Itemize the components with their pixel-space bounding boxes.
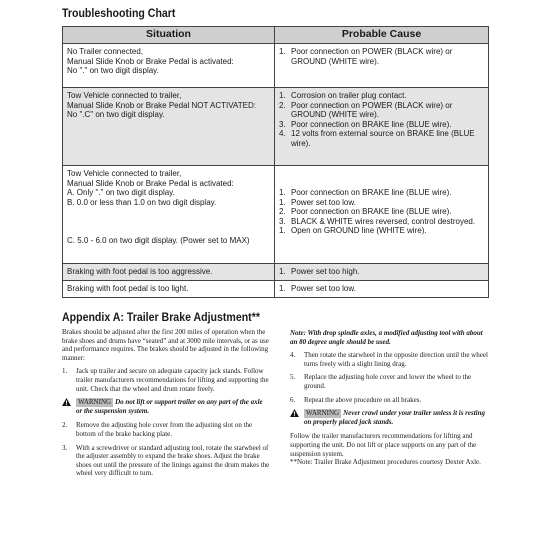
cause-cell: [275, 264, 489, 281]
table-row: [63, 166, 489, 264]
table-row: [63, 264, 489, 281]
cause-item: 1. Power set too low.: [279, 284, 356, 293]
cause-item: 3. Poor connection on BRAKE line (BLUE wire).: [279, 119, 452, 129]
situation-line: Manual Slide Knob or Brake Pedal NOT ACTIVATED:: [67, 100, 256, 110]
cause-item: 1. Poor connection on BRAKE line (BLUE wire).: [279, 188, 452, 197]
situation-line: Tow Vehicle connected to trailer,: [67, 169, 182, 178]
table-row: [63, 88, 489, 166]
warning-tag: WARNING: [306, 409, 340, 418]
situation-line: Manual Slide Knob or Brake Pedal is activated:: [67, 178, 234, 188]
step-item: 1. Jack up trailer and secure on adequate capacity jack stands. Follow trailer manufacturers recommendations for lifting and supporting the unit. Check that the wheel and drum rotate freely.: [62, 367, 269, 393]
step-item: 3. With a screwdriver or standard adjusting tool, rotate the starwheel of the adjuster assembly to expand the brake shoes. Adjust the brake shoes out until the pressure of the linings against the drum makes the wheel very difficult to turn.: [62, 443, 270, 478]
situation-line: No Trailer connected,: [67, 47, 144, 56]
cause-item: 1. Poor connection on POWER (BLACK wire) or GROUND (WHITE wire).: [279, 47, 453, 66]
cause-item: 2. Poor connection on POWER (BLACK wire) or GROUND (WHITE wire).: [279, 100, 453, 119]
closing-paragraph: Follow the trailer manufacturers recommendations for lifting and supporting the unit. Do not lift or place supports on any part of the suspension system.: [290, 432, 477, 458]
warning-icon: [290, 409, 299, 417]
appendix-title: Appendix A: Trailer Brake Adjustment**: [62, 312, 260, 324]
cause-item: 1. Open on GROUND line (WHITE wire).: [279, 226, 427, 235]
situation-b: B. 0.0 or less than 1.0 on two digit display.: [67, 197, 217, 207]
cause-item: 1. Corrosion on trailer plug contact.: [279, 91, 407, 100]
footnote: **Note: Trailer Brake Adjustment procedures courtesy Dexter Axle.: [290, 458, 481, 467]
header-situation: Situation: [63, 27, 275, 44]
cause-cell: [275, 281, 489, 298]
warning-tag: WARNING: [78, 398, 112, 407]
chart-title: Troubleshooting Chart: [62, 8, 176, 20]
cause-item: 1. Power set too high.: [279, 267, 360, 276]
warning-icon: [62, 398, 71, 406]
situation-cell: [63, 44, 275, 88]
situation-line: Manual Slide Knob or Brake Pedal is activated:: [67, 56, 234, 66]
warning-block: [290, 409, 490, 426]
cause-cell: [275, 166, 489, 264]
cause-item: 4. 12 volts from external source on BRAKE line (BLUE wire).: [279, 129, 475, 148]
cause-cell: [275, 88, 489, 166]
step-item: 2. Remove the adjusting hole cover from the adjusting slot on the bottom of the brake backing plate.: [62, 421, 253, 438]
cause-item: 1. Power set too low.: [279, 197, 356, 207]
drop-spindle-note: Note: With drop spindle axles, a modified adjusting tool with about an 80 degree angle should be used.: [290, 329, 483, 346]
warning-text: Never crawl under your trailer unless it is resting on properly placed jack stands.: [304, 409, 486, 426]
cause-cell: [275, 44, 489, 88]
appendix-left-column: [62, 328, 270, 483]
step-item: 5. Replace the adjusting hole cover and lower the wheel to the ground.: [290, 373, 472, 390]
table-row: [63, 281, 489, 298]
situation-line: Tow Vehicle connected to trailer,: [67, 91, 182, 100]
table-row: [63, 44, 489, 88]
warning-text: Do not lift or support trailer on any part of the axle or the suspension system.: [76, 398, 263, 415]
situation-line: Braking with foot pedal is too aggressive.: [67, 267, 213, 276]
table-header-row: [63, 27, 489, 44]
warning-block: [62, 398, 270, 415]
troubleshooting-table: [62, 26, 489, 298]
cause-item: 2. Poor connection on BRAKE line (BLUE wire).: [279, 207, 452, 216]
situation-cell: [63, 166, 275, 264]
situation-a: A. Only "." on two digit display.: [67, 188, 175, 197]
situation-line: No ".C" on two digit display.: [67, 110, 165, 119]
appendix-right-column: [290, 329, 490, 472]
situation-c: C. 5.0 - 6.0 on two digit display. (Power set to MAX): [67, 235, 250, 245]
situation-line: Braking with foot pedal is too light.: [67, 284, 189, 293]
header-probable-cause: Probable Cause: [275, 27, 489, 44]
situation-cell: [63, 281, 275, 298]
situation-line: No "." on two digit display.: [67, 66, 159, 75]
situation-cell: [63, 88, 275, 166]
cause-item: 3. BLACK & WHITE wires reversed, control destroyed.: [279, 216, 476, 226]
appendix-intro: Brakes should be adjusted after the first 200 miles of operation when the brake shoes and drums have “seated” and at 3000 mile intervals, or as use and performance requires. The brakes should be adjusted in the following manner:: [62, 328, 269, 362]
situation-cell: [63, 264, 275, 281]
step-item: 4. Then rotate the starwheel in the opposite direction until the wheel turns freely with a slight lining drag.: [290, 351, 488, 368]
step-item: 6. Repeat the above procedure on all brakes.: [290, 395, 422, 404]
